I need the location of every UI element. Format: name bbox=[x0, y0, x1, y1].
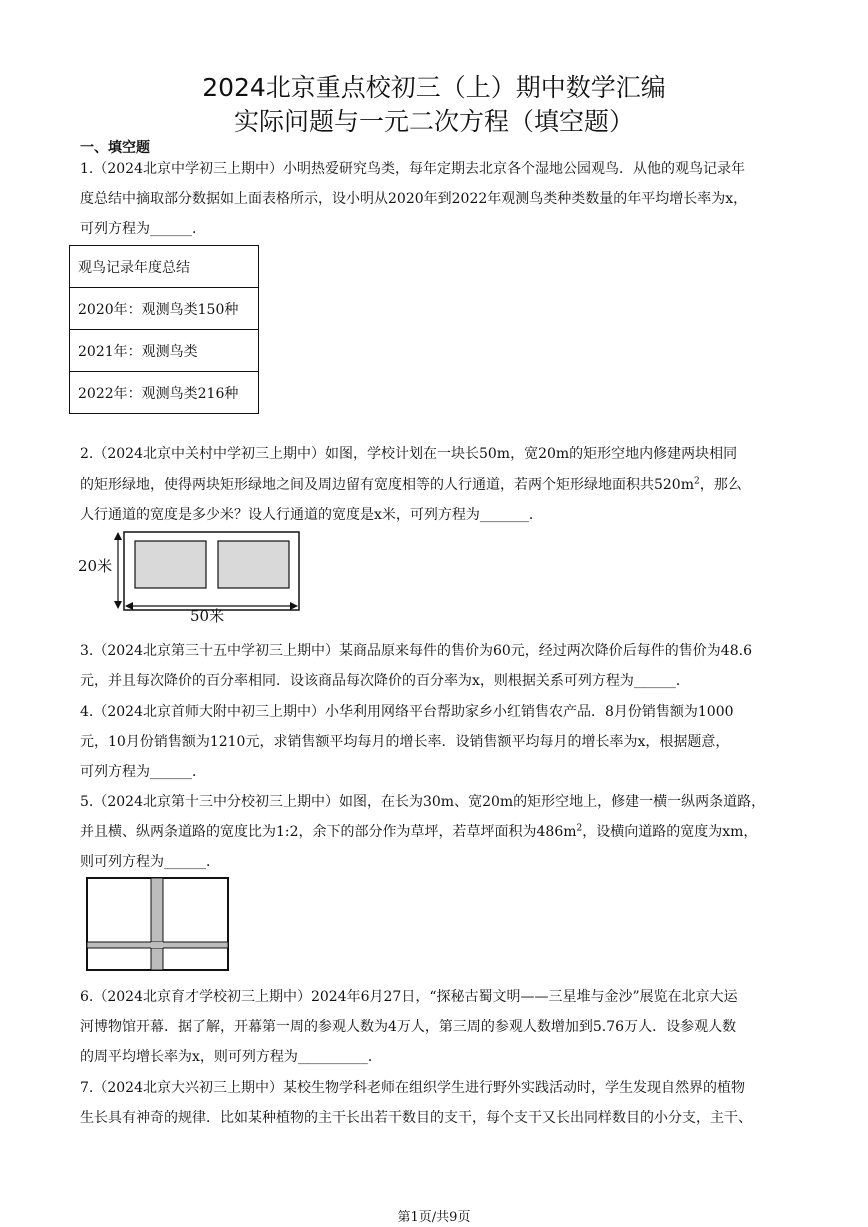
table-cell: 2022年：观测鸟类216种 bbox=[70, 372, 259, 414]
table-row bbox=[70, 330, 259, 372]
doc-title-line1: 2024北京重点校初三（上）期中数学汇编 bbox=[202, 73, 666, 102]
q5-line2 bbox=[80, 821, 757, 841]
q4-line1: 4.（2024北京首师大附中初三上期中）小华利用网络平台帮助家乡小红销售农产品．8月份销售额为1000 bbox=[80, 704, 734, 720]
q6-line3: 的周平均增长率为x，则可列方程为__________． bbox=[80, 1049, 382, 1065]
q5-line2-tail: ，设横向道路的宽度为xm， bbox=[582, 824, 758, 840]
section-heading: 一、填空题 bbox=[80, 140, 150, 156]
q2-line2 bbox=[80, 474, 742, 494]
q7-line1: 7.（2024北京大兴初三上期中）某校生物学科老师在组织学生进行野外实践活动时，学生发现自然界的植物 bbox=[80, 1080, 745, 1096]
q1-line1: 1.（2024北京中学初三上期中）小明热爱研究鸟类，每年定期去北京各个湿地公园观鸟．从他的观鸟记录年 bbox=[80, 161, 745, 177]
q3-line1: 3.（2024北京第三十五中学初三上期中）某商品原来每件的售价为60元，经过两次降价后每件的售价为48.6 bbox=[80, 643, 752, 659]
q6-line2: 河博物馆开幕．据了解，开幕第一周的参观人数为4万人，第三周的参观人数增加到5.76万人．设参观人数 bbox=[80, 1019, 737, 1035]
table-cell: 2021年：观测鸟类 bbox=[70, 330, 259, 372]
q2-line2-tail: ，那么 bbox=[699, 477, 742, 493]
q2-line3: 人行通道的宽度是多少米？设人行通道的宽度是x米，可列方程为_______． bbox=[80, 507, 543, 523]
q2-figure-width-label: 50米 bbox=[190, 607, 225, 625]
q6-line1: 6.（2024北京育才学校初三上期中）2024年6月27日，“探秘古蜀文明——三星堆与金沙”展览在北京大运 bbox=[80, 989, 738, 1005]
q3-line2: 元，并且每次降价的百分率相同．设该商品每次降价的百分率为x，则根据关系可列方程为______． bbox=[80, 673, 690, 689]
q5-figure-roads bbox=[85, 876, 231, 972]
table-row bbox=[70, 246, 259, 288]
bird-record-table bbox=[69, 245, 259, 414]
q2-line1: 2.（2024北京中关村中学初三上期中）如图，学校计划在一块长50m，宽20m的矩形空地内修建两块相同 bbox=[80, 446, 738, 462]
q5-line1: 5.（2024北京第十三中分校初三上期中）如图，在长为30m、宽20m的矩形空地上，修建一横一纵两条道路， bbox=[80, 794, 766, 810]
doc-title-line2: 实际问题与一元二次方程（填空题） bbox=[233, 107, 634, 136]
q2-figure-height-label: 20米 bbox=[78, 557, 113, 575]
q5-line2-text: 并且横、纵两条道路的宽度比为1:2，余下的部分作为草坪，若草坪面积为486m bbox=[80, 824, 577, 840]
q1-line2: 度总结中摘取部分数据如上面表格所示，设小明从2020年到2022年观测鸟类种类数量的年平均增长率为x， bbox=[80, 191, 748, 207]
page-footer: 第1页/共9页 bbox=[397, 1210, 471, 1225]
q1-line3: 可列方程为______． bbox=[80, 221, 206, 237]
table-row bbox=[70, 372, 259, 414]
table-cell: 观鸟记录年度总结 bbox=[70, 246, 259, 288]
superscript: 2 bbox=[694, 476, 700, 487]
q5-line3: 则可列方程为______． bbox=[80, 854, 220, 870]
q4-line3: 可列方程为______． bbox=[80, 764, 206, 780]
table-row bbox=[70, 288, 259, 330]
superscript: 2 bbox=[576, 823, 583, 834]
q2-line2-text: 的矩形绿地，使得两块矩形绿地之间及周边留有宽度相等的人行通道，若两个矩形绿地面积共520m bbox=[80, 477, 694, 493]
q7-line2: 生长具有神奇的规律．比如某种植物的主干长出若干数目的支干，每个支干又长出同样数目的小分支，主干、 bbox=[80, 1110, 752, 1126]
table-cell: 2020年：观测鸟类150种 bbox=[70, 288, 259, 330]
q4-line2: 元，10月份销售额为1210元，求销售额平均每月的增长率．设销售额平均每月的增长率为x，根据题意， bbox=[80, 734, 730, 750]
